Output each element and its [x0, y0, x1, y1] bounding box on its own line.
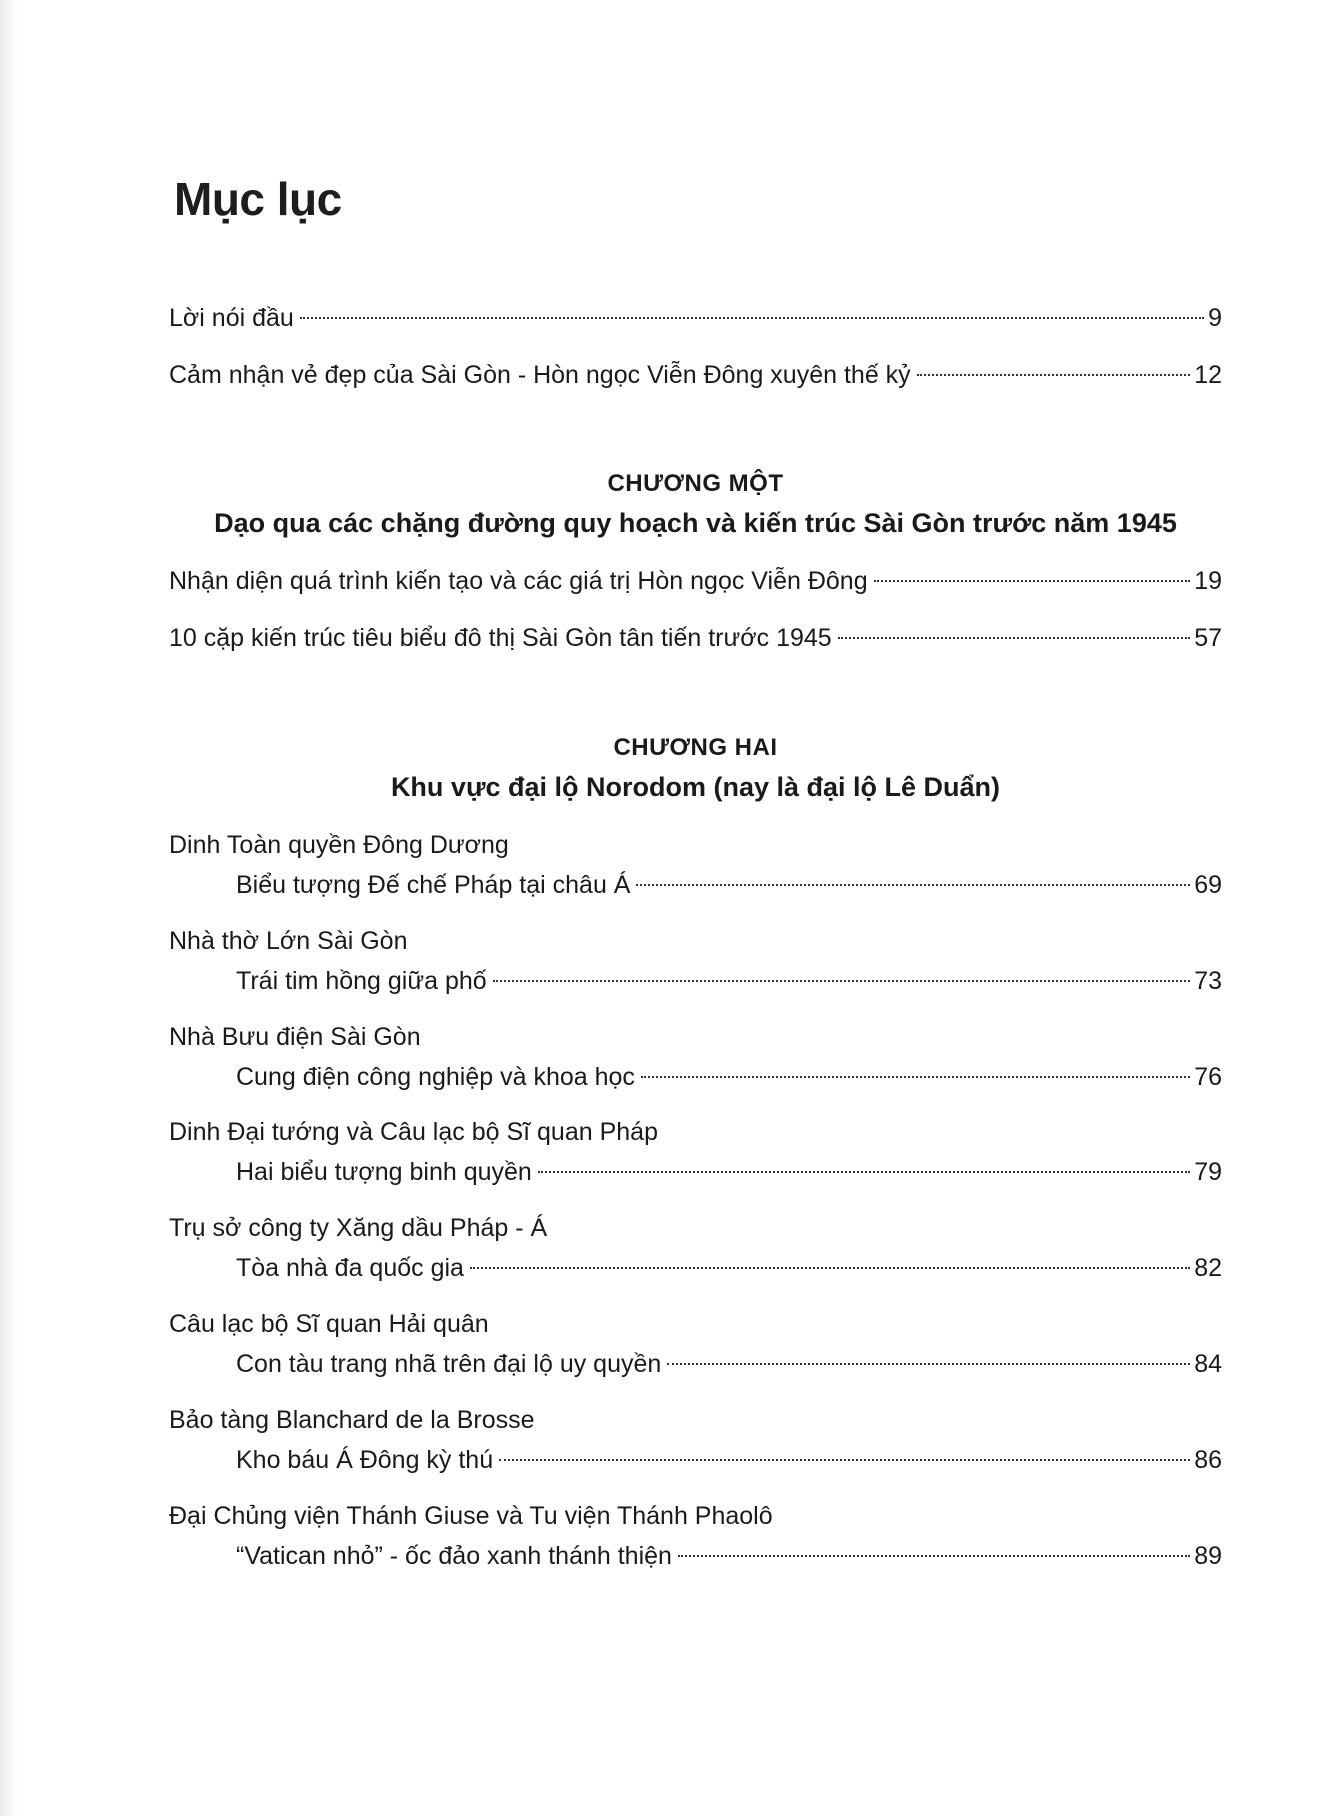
toc-page-number: 69 — [1194, 871, 1222, 899]
dot-leader — [667, 1363, 1190, 1365]
dot-leader — [874, 580, 1191, 582]
toc-entry[interactable] — [236, 1348, 1222, 1380]
toc-entry-label: “Vatican nhỏ” - ốc đảo xanh thánh thiện — [236, 1542, 672, 1570]
page-edge-shadow — [0, 0, 18, 1816]
toc-entry-label: Con tàu trang nhã trên đại lộ uy quyền — [236, 1350, 662, 1378]
toc-entry-heading[interactable]: Bảo tàng Blanchard de la Brosse — [169, 1406, 535, 1434]
dot-leader — [838, 637, 1190, 639]
toc-entry-label: Biểu tượng Đế chế Pháp tại châu Á — [236, 871, 631, 899]
toc-entry[interactable] — [169, 565, 1222, 597]
toc-page-number: 79 — [1194, 1158, 1222, 1186]
toc-entry-introduction[interactable] — [169, 359, 1222, 391]
toc-entry-label: Cung điện công nghiệp và khoa học — [236, 1063, 635, 1091]
dot-leader — [470, 1267, 1190, 1269]
page-title: Mục lục — [174, 173, 342, 225]
toc-page-number: 82 — [1194, 1254, 1222, 1282]
toc-entry[interactable] — [169, 622, 1222, 654]
toc-entry[interactable] — [236, 1156, 1222, 1188]
toc-entry-heading[interactable]: Nhà thờ Lớn Sài Gòn — [169, 927, 408, 955]
toc-page-number: 84 — [1194, 1350, 1222, 1378]
toc-entry-heading[interactable]: Dinh Toàn quyền Đông Dương — [169, 831, 509, 859]
toc-page-number: 9 — [1208, 304, 1222, 332]
toc-entry-label: Cảm nhận vẻ đẹp của Sài Gòn - Hòn ngọc Viễn Đông xuyên thế kỷ — [169, 361, 911, 389]
toc-entry[interactable] — [236, 1444, 1222, 1476]
toc-entry-heading[interactable]: Nhà Bưu điện Sài Gòn — [169, 1023, 421, 1051]
toc-page-number: 89 — [1194, 1542, 1222, 1570]
toc-entry[interactable] — [236, 869, 1222, 901]
toc-page-number: 57 — [1194, 624, 1222, 652]
chapter-one-label: CHƯƠNG MỘT — [607, 470, 784, 497]
toc-entry-preface[interactable] — [169, 302, 1222, 334]
dot-leader — [641, 1076, 1190, 1078]
dot-leader — [499, 1459, 1190, 1461]
toc-entry-label: Tòa nhà đa quốc gia — [236, 1254, 464, 1282]
dot-leader — [917, 374, 1191, 376]
chapter-two-label: CHƯƠNG HAI — [613, 734, 778, 761]
dot-leader — [538, 1171, 1190, 1173]
toc-entry-heading[interactable]: Dinh Đại tướng và Câu lạc bộ Sĩ quan Pháp — [169, 1118, 658, 1146]
chapter-one-title: Dạo qua các chặng đường quy hoạch và kiến trúc Sài Gòn trước năm 1945 — [214, 508, 1177, 538]
toc-page-number: 86 — [1194, 1446, 1222, 1474]
dot-leader — [300, 317, 1204, 319]
dot-leader — [493, 980, 1191, 982]
toc-entry[interactable] — [236, 1252, 1222, 1284]
toc-page-number: 76 — [1194, 1063, 1222, 1091]
toc-page-number: 73 — [1194, 967, 1222, 995]
toc-entry[interactable] — [236, 1061, 1222, 1093]
toc-entry-label: Lời nói đầu — [169, 304, 294, 332]
dot-leader — [678, 1555, 1190, 1557]
toc-entry-label: Nhận diện quá trình kiến tạo và các giá trị Hòn ngọc Viễn Đông — [169, 567, 868, 595]
toc-entry[interactable] — [236, 1540, 1222, 1572]
toc-entry[interactable] — [236, 965, 1222, 997]
toc-entry-heading[interactable]: Câu lạc bộ Sĩ quan Hải quân — [169, 1310, 489, 1338]
toc-page-number: 19 — [1194, 567, 1222, 595]
toc-entry-label: 10 cặp kiến trúc tiêu biểu đô thị Sài Gòn tân tiến trước 1945 — [169, 624, 832, 652]
toc-entry-label: Hai biểu tượng binh quyền — [236, 1158, 532, 1186]
toc-entry-label: Kho báu Á Đông kỳ thú — [236, 1446, 494, 1474]
toc-page-number: 12 — [1194, 361, 1222, 389]
toc-entry-heading[interactable]: Trụ sở công ty Xăng dầu Pháp - Á — [169, 1214, 548, 1242]
table-of-contents — [169, 0, 1222, 1816]
dot-leader — [636, 884, 1190, 886]
chapter-two-title: Khu vực đại lộ Norodom (nay là đại lộ Lê Duẩn) — [390, 772, 1001, 802]
toc-entry-label: Trái tim hồng giữa phố — [236, 967, 487, 995]
toc-entry-heading[interactable]: Đại Chủng viện Thánh Giuse và Tu viện Thánh Phaolô — [169, 1502, 773, 1530]
